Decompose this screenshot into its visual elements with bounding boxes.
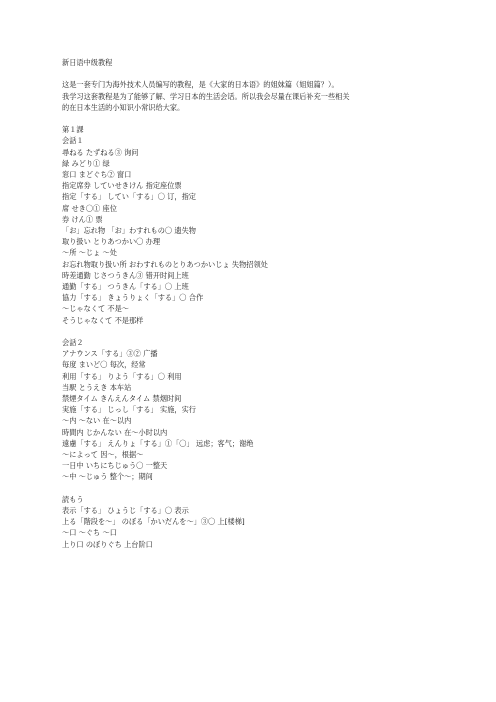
intro-line: 的在日本生活的小知识小常识给大家。: [62, 102, 185, 112]
section-heading: 会話２: [62, 338, 84, 348]
spacer: [62, 326, 442, 337]
vocab-line: そうじゃなくて 不是那样: [62, 315, 144, 325]
vocab-line: 尋ねる たずねる③ 询问: [62, 147, 139, 157]
vocab-line: 上り口 のぼりぐち 上台阶口: [62, 539, 153, 549]
vocab-line: 利用「する」 りよう「する」〇 利用: [62, 371, 182, 381]
vocab-line: 遠慮「する」 えんりょ「する」①「〇」 远虑；客气；谢绝: [62, 438, 254, 448]
section-heading: 会話１: [62, 136, 84, 146]
vocab-line: 実施「する」 じっし「する」 实施，实行: [62, 405, 196, 415]
vocab-line: 窓口 まどぐち② 窗口: [62, 170, 132, 179]
vocab-line: 時差通勤 じさつうきん③ 错开时间上班: [62, 270, 189, 280]
vocab-line: アナウンス「する」③② 广播: [62, 349, 158, 359]
vocab-line: 券 けん① 票: [62, 214, 103, 224]
vocab-line: ～口 ～ぐち ～口: [62, 528, 117, 538]
spacer: [62, 113, 442, 124]
section-heading: 読もう: [62, 494, 84, 504]
intro-line: 我学习这套教程是为了能够了解、学习日本的生活会话。所以我会尽量在课后补充一些相关: [62, 91, 350, 101]
vocab-line: ～によって 因～，根据～: [62, 450, 144, 460]
vocab-line: 禁煙タイム きんえんタイム 禁烟时间: [62, 394, 182, 404]
vocab-line: お忘れ物取り扱い所 おわすれものとりあつかいじょ 失物招领处: [62, 259, 268, 269]
vocab-line: 取り扱い とりあつかい〇 办理: [62, 237, 161, 247]
document-title: 新日语中级教程: [62, 58, 113, 67]
vocab-line: 当駅 とうえき 本车站: [62, 382, 132, 392]
spacer: [62, 68, 442, 79]
vocab-line: 時間内 じかんない 在～小时以内: [62, 427, 168, 437]
vocab-line: 指定席券 していせきけん 指定座位票: [62, 181, 182, 191]
vocab-line: 協力「する」 きょうりょく「する」〇 合作: [62, 293, 204, 303]
vocab-line: 上る「階段を～」 のぼる「かいだんを～」③〇 上[楼梯]: [62, 517, 245, 527]
document-body: [62, 57, 442, 550]
vocab-line: ～所 ～じょ ～处: [62, 248, 117, 258]
vocab-line: 表示「する」 ひょうじ「する」〇 表示: [62, 506, 189, 516]
vocab-line: 指定「する」 してい「する」〇 订，指定: [62, 192, 196, 202]
vocab-line: 席 せき〇① 座位: [62, 203, 117, 213]
vocab-line: 緑 みどり① 绿: [62, 158, 110, 168]
vocab-line: ～じゃなくて 不是～: [62, 304, 129, 314]
vocab-line: ～内 ～ない 在～以内: [62, 416, 132, 426]
vocab-line: 一日中 いちにちじゅう〇 一整天: [62, 461, 168, 471]
vocab-line: 通勤「する」 つうきん「する」〇 上班: [62, 282, 189, 292]
vocab-line: ～中 ～じゅう 整个～；期间: [62, 472, 153, 482]
vocab-line: 毎度 まいど〇 每次，经常: [62, 360, 146, 370]
intro-line: 这是一套专门为海外技术人员编写的教程，是《大家的日本语》的姐妹篇（姐姐篇？）。: [62, 80, 339, 90]
spacer: [62, 483, 442, 494]
lesson-title: 第１課: [62, 125, 84, 135]
vocab-line: 「お」忘れ物 「お」わすれもの〇 遗失物: [62, 226, 196, 236]
